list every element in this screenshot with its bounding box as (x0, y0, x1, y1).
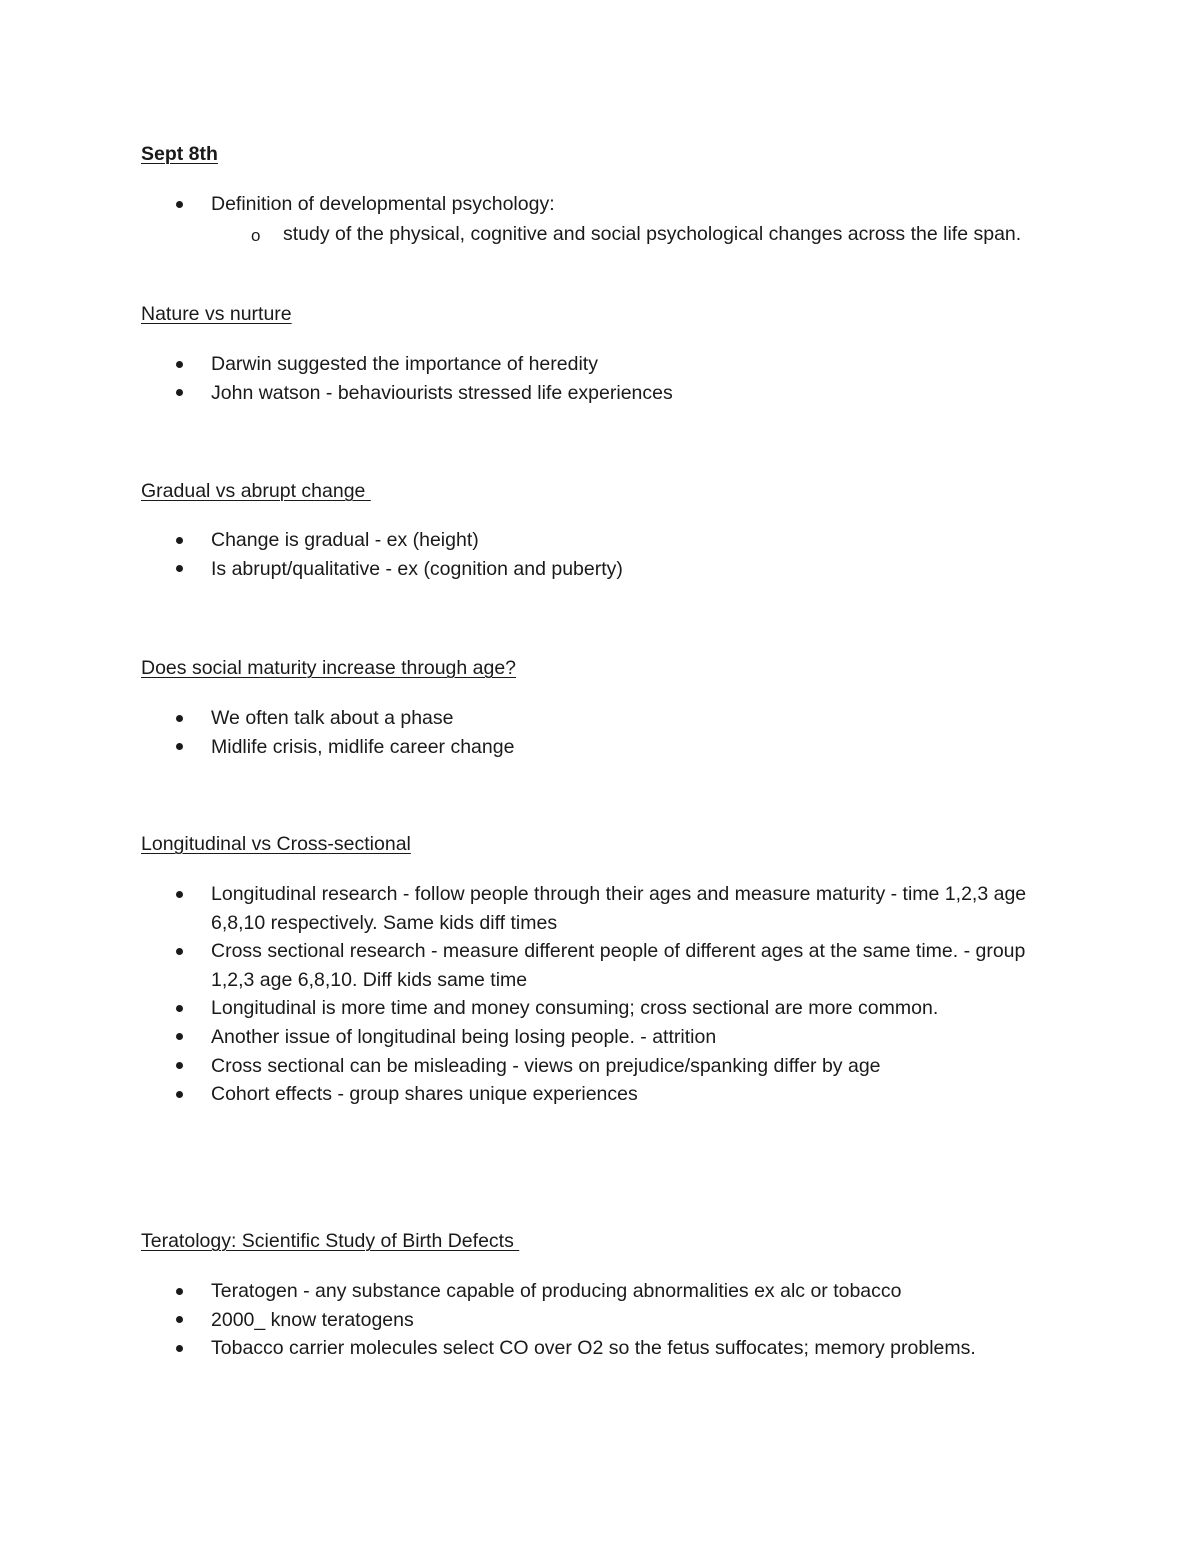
list-item (0, 526, 1071, 555)
bullet-icon (176, 1033, 183, 1040)
bullet-icon (176, 715, 183, 722)
bullet-icon (176, 743, 183, 750)
list-item (0, 1052, 1071, 1081)
section-heading-teratology: Teratology: Scientific Study of Birth Defects (141, 1230, 520, 1252)
list-item (0, 1277, 1071, 1306)
bullet-icon (176, 537, 183, 544)
list-item (0, 350, 1071, 379)
section-heading-sept-8th: Sept 8th (141, 143, 218, 165)
list-item (0, 937, 1071, 994)
list-item (0, 555, 1071, 584)
section-heading-nature-vs-nurture: Nature vs nurture (141, 303, 292, 325)
section-list-teratology (0, 1277, 1071, 1363)
section-list-nature-vs-nurture (0, 350, 1071, 407)
list-item (0, 704, 1071, 733)
sub-list-item-text: study of the physical, cognitive and social psychological changes across the life span. (283, 222, 1022, 245)
section-list-longitudinal-vs-cross-sectional (0, 880, 1071, 1109)
list-item-text: Midlife crisis, midlife career change (211, 735, 515, 758)
section-heading-gradual-vs-abrupt: Gradual vs abrupt change (141, 480, 371, 502)
list-item (0, 880, 1071, 937)
list-item (0, 994, 1071, 1023)
circle-bullet-icon: o (251, 225, 261, 245)
bullet-icon (176, 1316, 183, 1323)
bullet-icon (176, 1345, 183, 1352)
bullet-icon (176, 891, 183, 898)
list-item (0, 379, 1071, 408)
list-item-text: Teratogen - any substance capable of producing abnormalities ex alc or tobacco (211, 1280, 902, 1302)
list-item-text: Cohort effects - group shares unique experiences (211, 1083, 638, 1106)
list-item-text: Cross sectional can be misleading - views on prejudice/spanking differ by age (211, 1054, 881, 1077)
list-item (0, 733, 1071, 762)
bullet-icon (176, 389, 183, 396)
list-item-text: Is abrupt/qualitative - ex (cognition and puberty) (211, 557, 623, 580)
list-item-text: Definition of developmental psychology: (211, 193, 555, 215)
bullet-icon (176, 1005, 183, 1012)
bullet-icon (176, 1288, 183, 1295)
list-item (0, 190, 1071, 249)
list-item-text: We often talk about a phase (211, 707, 454, 729)
bullet-icon (176, 1091, 183, 1098)
list-item-text: 2000_ know teratogens (211, 1308, 414, 1331)
section-list-gradual-vs-abrupt (0, 526, 1071, 583)
list-item (0, 1334, 1071, 1363)
list-item (0, 1080, 1071, 1109)
list-item-text: Longitudinal research - follow people through their ages and measure maturity - time 1,2,3 age 6,8,10 respectively. Same kids diff times (211, 883, 1027, 934)
section-list-sept-8th (0, 190, 1071, 249)
bullet-icon (176, 565, 183, 572)
list-item-text: Longitudinal is more time and money consuming; cross sectional are more common. (211, 997, 939, 1020)
sub-list-item (211, 219, 1073, 250)
list-item (0, 1023, 1071, 1052)
section-heading-longitudinal-vs-cross-sectional: Longitudinal vs Cross-sectional (141, 833, 411, 855)
sub-list (211, 219, 1071, 250)
section-heading-social-maturity: Does social maturity increase through age? (141, 657, 517, 679)
list-item-text: Change is gradual - ex (height) (211, 529, 479, 551)
bullet-icon (176, 948, 183, 955)
bullet-icon (176, 1062, 183, 1069)
bullet-icon (176, 361, 183, 368)
list-item-text: Cross sectional research - measure different people of different ages at the same time. - group 1,2,3 age 6,8,10. Diff kids same time (211, 940, 1026, 991)
list-item-text: Another issue of longitudinal being losing people. - attrition (211, 1025, 717, 1048)
bullet-icon (176, 201, 183, 208)
section-list-social-maturity (0, 704, 1071, 761)
list-item-text: Tobacco carrier molecules select CO over O2 so the fetus suffocates; memory problems. (211, 1337, 976, 1360)
list-item (0, 1306, 1071, 1335)
list-item-text: Darwin suggested the importance of heredity (211, 353, 598, 375)
list-item-text: John watson - behaviourists stressed life experiences (211, 381, 673, 404)
